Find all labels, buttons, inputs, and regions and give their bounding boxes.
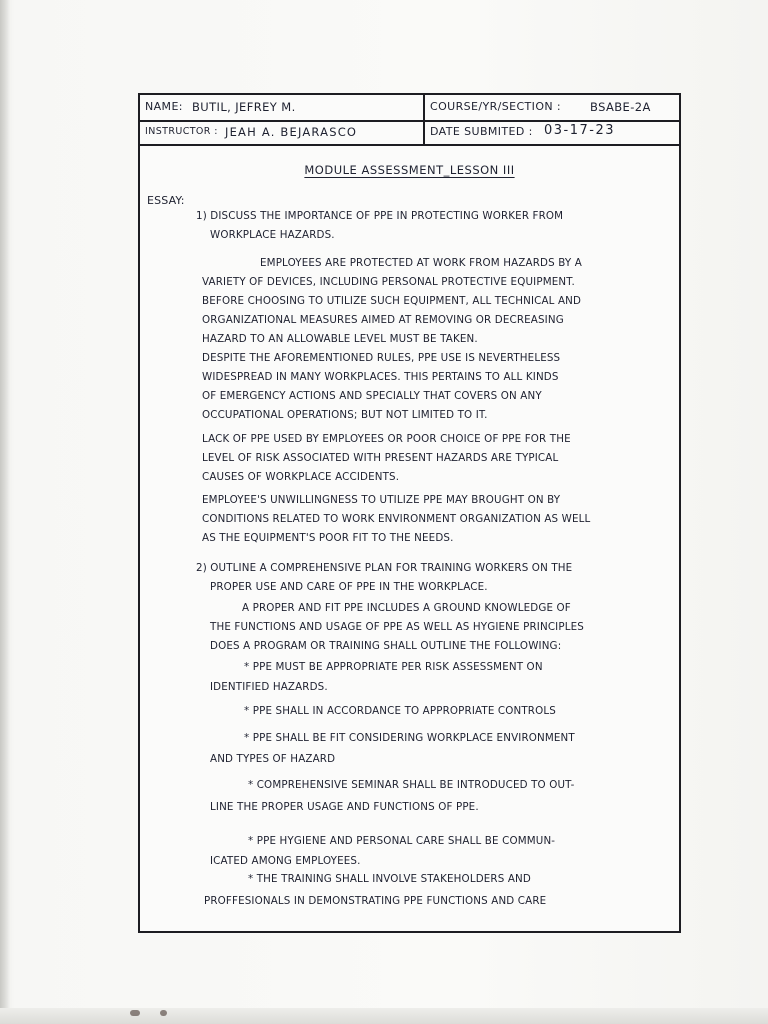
instructor-label: INSTRUCTOR : [145,126,218,137]
section-label: ESSAY: [147,194,185,207]
question-2-line: PROPER USE AND CARE OF PPE IN THE WORKPLACE. [210,581,488,593]
answer-1-line: OCCUPATIONAL OPERATIONS; BUT NOT LIMITED TO IT. [202,409,488,421]
page-title [140,163,679,177]
answer-2-line: A PROPER AND FIT PPE INCLUDES A GROUND KNOWLEDGE OF [242,602,571,614]
answer-2-line: * PPE SHALL BE FIT CONSIDERING WORKPLACE ENVIRONMENT [244,732,575,744]
answer-2-line: THE FUNCTIONS AND USAGE OF PPE AS WELL AS HYGIENE PRINCIPLES [210,621,584,633]
answer-2-line: ICATED AMONG EMPLOYEES. [210,855,361,867]
page-left-shadow [0,0,10,1024]
answer-1-line: OF EMERGENCY ACTIONS AND SPECIALLY THAT COVERS ON ANY [202,390,542,402]
answer-1-line: LACK OF PPE USED BY EMPLOYEES OR POOR CHOICE OF PPE FOR THE [202,433,571,445]
answer-2-line: IDENTIFIED HAZARDS. [210,681,328,693]
answer-1-line: CONDITIONS RELATED TO WORK ENVIRONMENT ORGANIZATION AS WELL [202,513,591,525]
answer-1-line: CAUSES OF WORKPLACE ACCIDENTS. [202,471,400,483]
page-bottom-edge [0,1008,768,1024]
answer-2-line: * PPE HYGIENE AND PERSONAL CARE SHALL BE COMMUN- [248,835,556,847]
answer-2-line: * COMPREHENSIVE SEMINAR SHALL BE INTRODUCED TO OUT- [248,779,575,791]
answer-2-line: * PPE MUST BE APPROPRIATE PER RISK ASSESSMENT ON [244,661,543,673]
course-label: COURSE/YR/SECTION : [430,100,562,113]
answer-1-line: BEFORE CHOOSING TO UTILIZE SUCH EQUIPMENT, ALL TECHNICAL AND [202,295,582,307]
answer-1-line: WIDESPREAD IN MANY WORKPLACES. THIS PERTAINS TO ALL KINDS [202,371,559,383]
answer-2-line: * PPE SHALL IN ACCORDANCE TO APPROPRIATE CONTROLS [244,705,556,717]
assessment-form [138,93,681,933]
answer-2-line: * THE TRAINING SHALL INVOLVE STAKEHOLDERS AND [248,873,531,885]
answer-1-line: AS THE EQUIPMENT'S POOR FIT TO THE NEEDS. [202,532,454,544]
answer-2-line: PROFFESIONALS IN DEMONSTRATING PPE FUNCTIONS AND CARE [204,895,547,907]
course-value: BSABE-2A [590,100,651,114]
answer-2-line: AND TYPES OF HAZARD [210,753,336,765]
answer-2-line: LINE THE PROPER USAGE AND FUNCTIONS OF PPE. [210,801,479,813]
answer-1-line: DESPITE THE AFOREMENTIONED RULES, PPE USE IS NEVERTHELESS [202,352,561,364]
question-2-line: 2) OUTLINE A COMPREHENSIVE PLAN FOR TRAINING WORKERS ON THE [196,562,573,574]
header-row-2 [140,120,679,146]
answer-1-line: EMPLOYEE'S UNWILLINGNESS TO UTILIZE PPE MAY BROUGHT ON BY [202,494,561,506]
instructor-value: JEAH A. BEJARASCO [225,125,358,139]
header-row-1 [140,95,679,122]
answer-1-line: EMPLOYEES ARE PROTECTED AT WORK FROM HAZARDS BY A [260,257,582,269]
date-value: 03-17-23 [544,123,616,138]
date-label: DATE SUBMITED : [430,125,533,138]
question-1-line: WORKPLACE HAZARDS. [210,229,335,241]
scan-smudge [130,1010,140,1016]
name-value: BUTIL, JEFREY M. [192,100,296,114]
title-text: MODULE ASSESSMENT_LESSON III [304,163,515,177]
answer-1-line: LEVEL OF RISK ASSOCIATED WITH PRESENT HAZARDS ARE TYPICAL [202,452,559,464]
name-label: NAME: [145,100,183,113]
answer-1-line: HAZARD TO AN ALLOWABLE LEVEL MUST BE TAKEN. [202,333,478,345]
header-column-divider [423,95,425,144]
answer-1-line: ORGANIZATIONAL MEASURES AIMED AT REMOVING OR DECREASING [202,314,564,326]
answer-2-line: DOES A PROGRAM OR TRAINING SHALL OUTLINE THE FOLLOWING: [210,640,562,652]
answer-1-line: VARIETY OF DEVICES, INCLUDING PERSONAL PROTECTIVE EQUIPMENT. [202,276,575,288]
question-1-line: 1) DISCUSS THE IMPORTANCE OF PPE IN PROTECTING WORKER FROM [196,210,564,222]
scan-smudge [160,1010,167,1016]
